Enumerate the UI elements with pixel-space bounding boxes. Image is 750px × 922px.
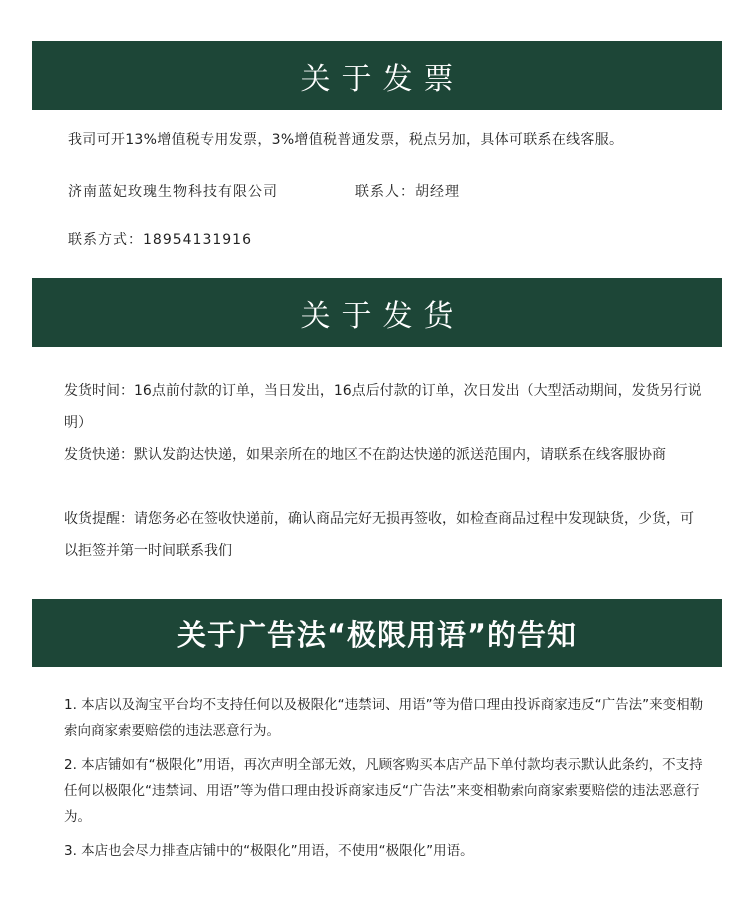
invoice-info-text: 我司可开13%增值税专用发票，3%增值税普通发票，税点另加，具体可联系在线客服。 [68, 132, 624, 148]
invoice-title: 关于发票 [300, 61, 465, 97]
ad-law-item-2: 2. 本店铺如有“极限化”用语，再次声明全部无效，凡顾客购买本店产品下单付款均表示默认此条约，不支持任何以极限化“违禁词、用语”等为借口理由投诉商家违反“广告法”来变相勒索向商家索要赔偿的违法恶意行为。 [64, 757, 703, 825]
ad-law-title: 关于广告法“极限用语”的告知 [176, 617, 578, 652]
contact-person: 联系人：胡经理 [355, 184, 460, 200]
contact-phone: 联系方式：18954131916 [68, 232, 252, 248]
shipping-courier: 发货快递：默认发韵达快递，如果亲所在的地区不在韵达快递的派送范围内，请联系在线客服协商 [64, 447, 666, 463]
shipping-banner [32, 278, 722, 347]
invoice-banner [32, 41, 722, 110]
ad-law-banner [32, 599, 722, 667]
company-name: 济南蓝妃玫瑰生物科技有限公司 [68, 184, 278, 200]
ad-law-item-3: 3. 本店也会尽力排查店铺中的“极限化”用语，不使用“极限化”用语。 [64, 843, 474, 859]
receiving-reminder: 收货提醒：请您务必在签收快递前，确认商品完好无损再签收，如检查商品过程中发现缺货，少货，可以拒签并第一时间联系我们 [64, 511, 694, 559]
shipping-time: 发货时间：16点前付款的订单，当日发出，16点后付款的订单，次日发出（大型活动期间，发货另行说明） [64, 383, 702, 431]
shipping-title: 关于发货 [300, 298, 465, 334]
ad-law-item-1: 1. 本店以及淘宝平台均不支持任何以及极限化“违禁词、用语”等为借口理由投诉商家违反“广告法”来变相勒索向商家索要赔偿的违法恶意行为。 [64, 697, 704, 739]
